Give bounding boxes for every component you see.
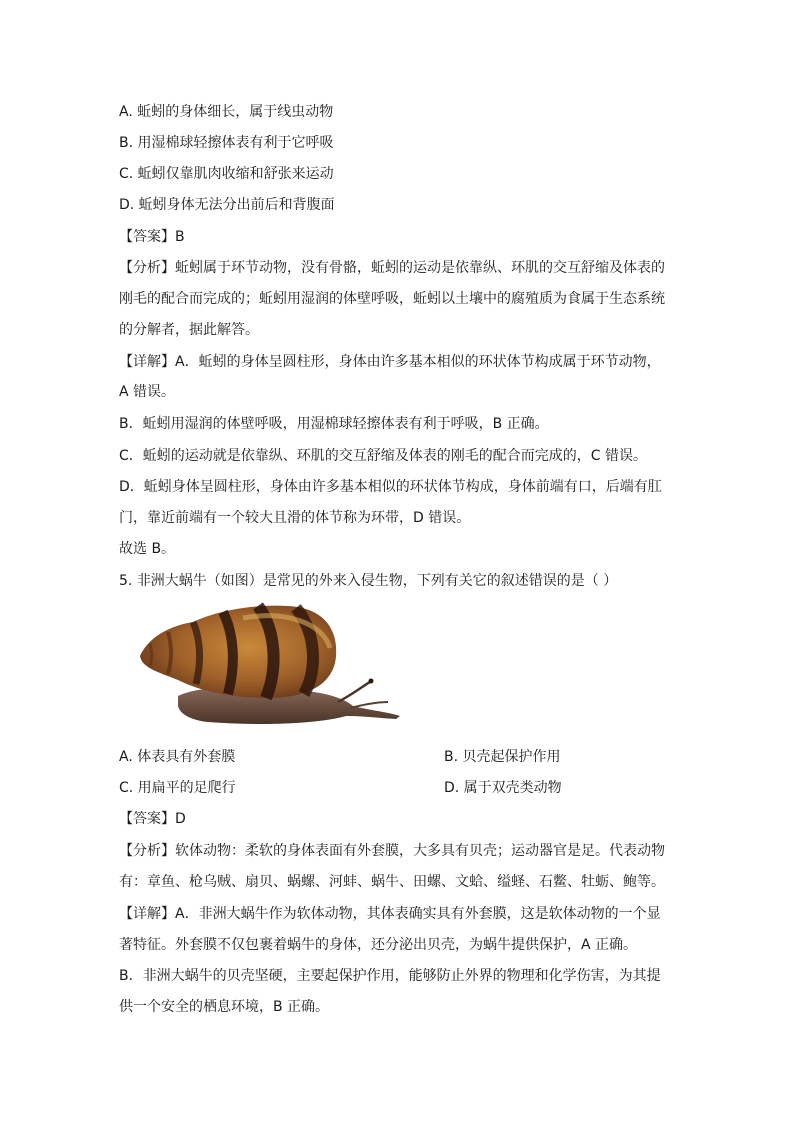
q4-detail-line: 【详解】A．蚯蚓的身体呈圆柱形，身体由许多基本相似的环状体节构成属于环节动物， bbox=[119, 354, 661, 370]
q4-option-a: A. 蚯蚓的身体细长，属于线虫动物 bbox=[119, 104, 334, 120]
q5-analysis-line: 【分析】软体动物：柔软的身体表面有外套膜，大多具有贝壳；运动器官是足。代表动物 bbox=[119, 843, 665, 859]
q4-option-c: C. 蚯蚓仅靠肌肉收缩和舒张来运动 bbox=[119, 166, 334, 182]
q5-option-d: D. 属于双壳类动物 bbox=[444, 780, 562, 796]
q4-detail-line: A 错误。 bbox=[119, 384, 176, 400]
q4-detail-line: D．蚯蚓身体呈圆柱形，身体由许多基本相似的环状体节构成，身体前端有口，后端有肛 bbox=[119, 479, 662, 495]
q4-answer: 【答案】B bbox=[119, 229, 185, 245]
q4-detail-line: C．蚯蚓的运动就是依靠纵、环肌的交互舒缩及体表的刚毛的配合而完成的，C 错误。 bbox=[119, 448, 647, 464]
q5-detail-line: 著特征。外套膜不仅包裹着蜗牛的身体，还分泌出贝壳，为蜗牛提供保护，A 正确。 bbox=[119, 937, 638, 953]
q4-conclusion: 故选 B。 bbox=[119, 541, 176, 557]
q5-analysis-line: 有：章鱼、枪乌贼、扇贝、蜗螺、河蚌、蜗牛、田螺、文蛤、缢蛏、石鳖、牡蛎、鲍等。 bbox=[119, 874, 665, 890]
q5-stem: 5. 非洲大蜗牛（如图）是常见的外来入侵生物，下列有关它的叙述错误的是（ ） bbox=[119, 573, 618, 589]
q4-detail-line: 门，靠近前端有一个较大且滑的体节称为环带，D 错误。 bbox=[119, 510, 471, 526]
q4-analysis-line: 的分解者，据此解答。 bbox=[119, 322, 259, 338]
q5-answer: 【答案】D bbox=[119, 811, 186, 827]
q4-detail-line: B．蚯蚓用湿润的体壁呼吸，用湿棉球轻擦体表有利于呼吸，B 正确。 bbox=[119, 416, 549, 432]
q5-option-c: C. 用扁平的足爬行 bbox=[119, 780, 236, 796]
snail-photo-icon bbox=[138, 598, 402, 730]
q4-analysis-line: 刚毛的配合而完成的；蚯蚓用湿润的体壁呼吸，蚯蚓以土壤中的腐殖质为食属于生态系统 bbox=[119, 291, 665, 307]
q4-analysis-line: 【分析】蚯蚓属于环节动物，没有骨骼，蚯蚓的运动是依靠纵、环肌的交互舒缩及体表的 bbox=[119, 260, 665, 276]
q5-detail-line: 【详解】A．非洲大蜗牛作为软体动物，其体表确实具有外套膜，这是软体动物的一个显 bbox=[119, 906, 661, 922]
q5-option-a: A. 体表具有外套膜 bbox=[119, 749, 236, 765]
q4-option-d: D. 蚯蚓身体无法分出前后和背腹面 bbox=[119, 197, 335, 213]
q5-detail-line: 供一个安全的栖息环境，B 正确。 bbox=[119, 999, 330, 1015]
q5-option-b: B. 贝壳起保护作用 bbox=[444, 749, 561, 765]
q5-detail-line: B．非洲大蜗牛的贝壳坚硬，主要起保护作用，能够防止外界的物理和化学伤害，为其提 bbox=[119, 968, 661, 984]
q4-option-b: B. 用湿棉球轻擦体表有利于它呼吸 bbox=[119, 135, 334, 151]
